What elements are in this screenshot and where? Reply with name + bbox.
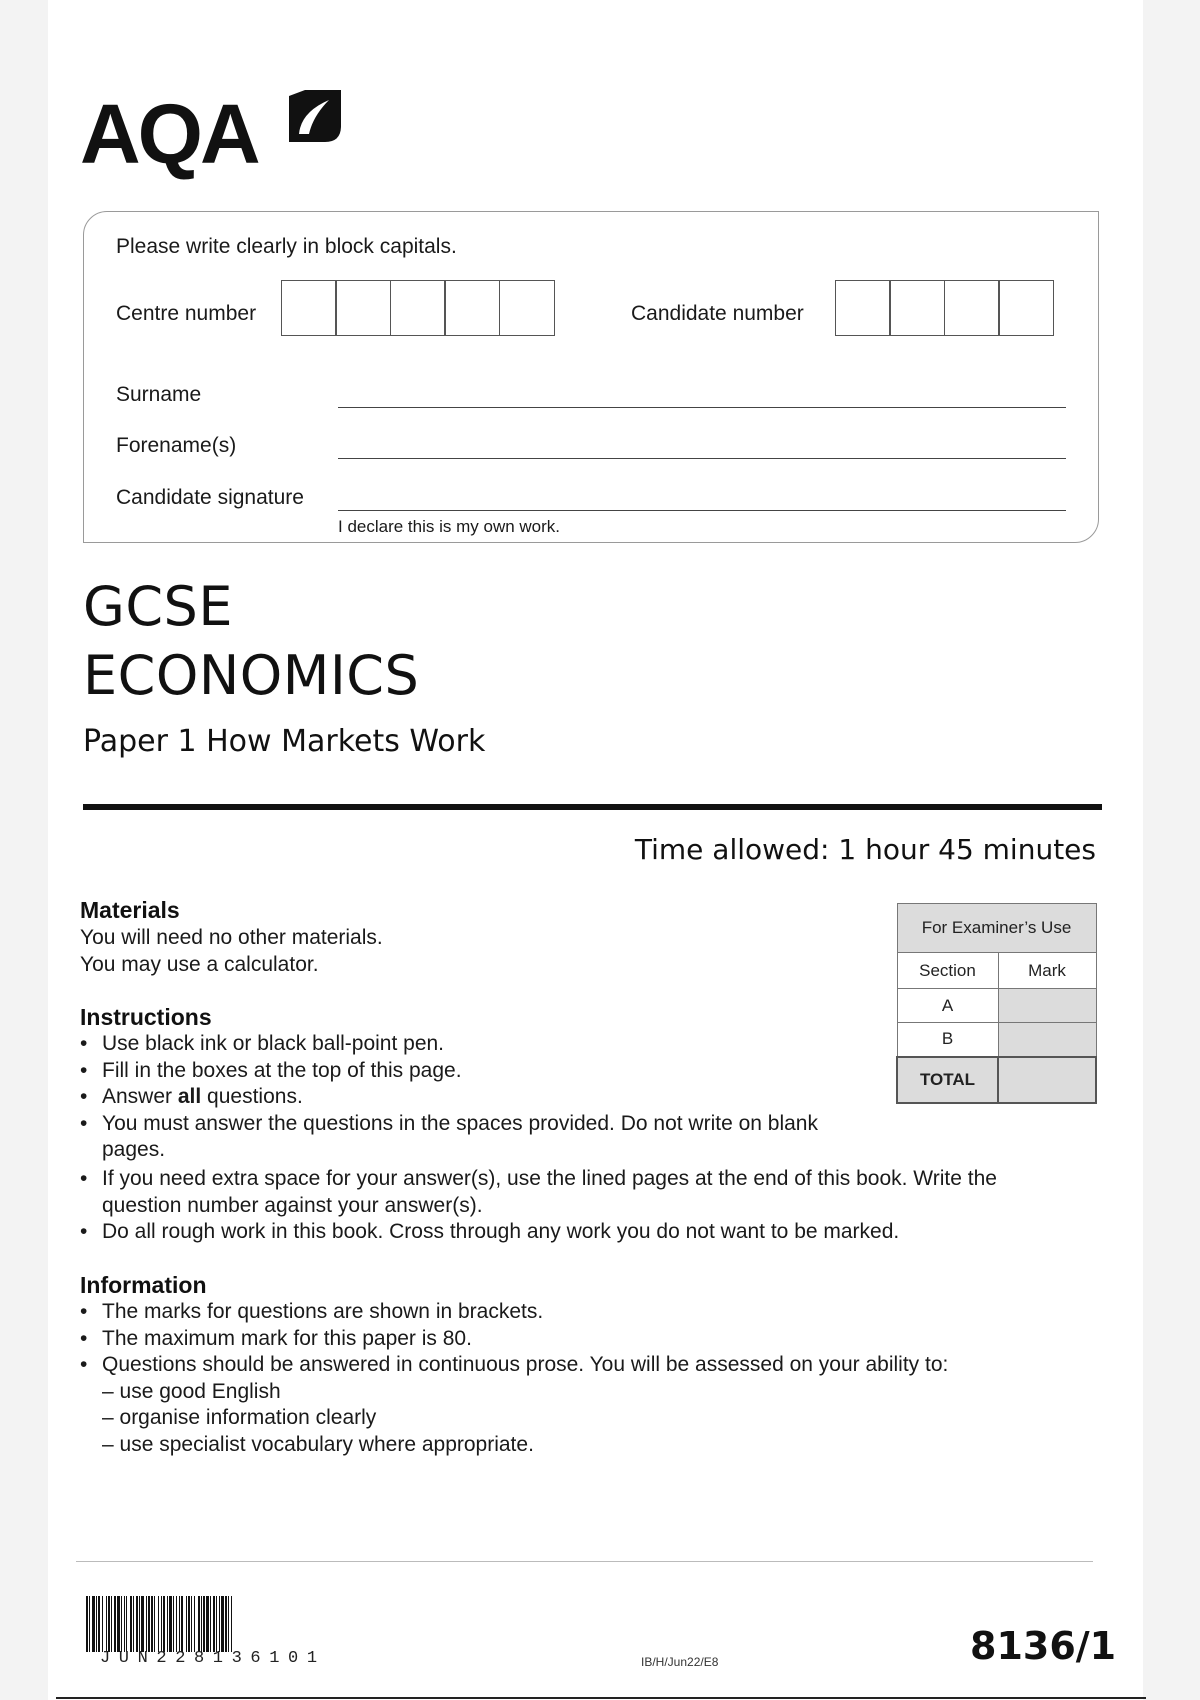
instructions-wide-section [80, 1166, 1080, 1246]
instruction-item [80, 1084, 820, 1111]
surname-label: Surname [116, 383, 202, 406]
footer-rule [76, 1561, 1093, 1562]
information-sub-item: – organise information clearly [102, 1406, 377, 1429]
centre-number-field[interactable] [282, 280, 555, 336]
materials-line: You will need no other materials. [80, 926, 383, 949]
instruction-item: • You must answer the questions in the spaces provided. Do not write on blank pages. [80, 1111, 820, 1164]
information-item: • The marks for questions are shown in brackets. [80, 1299, 1090, 1326]
materials-heading: Materials [80, 897, 180, 923]
answer-prefix: Answer [102, 1085, 178, 1108]
centre-digit-box[interactable] [444, 280, 500, 336]
section-a-label: A [897, 989, 998, 1023]
time-allowed: Time allowed: 1 hour 45 minutes [634, 833, 1096, 866]
exam-subject: ECONOMICS [83, 644, 420, 707]
paper-title: Paper 1 How Markets Work [83, 724, 486, 759]
total-mark-cell [998, 1057, 1096, 1103]
declaration-text: I declare this is my own work. [338, 517, 561, 536]
information-item: • The maximum mark for this paper is 80. [80, 1326, 1090, 1353]
section-a-mark-cell [998, 989, 1096, 1023]
barcode-digits: JUN228136101 [100, 1649, 326, 1668]
total-label: TOTAL [897, 1057, 998, 1103]
information-heading: Information [80, 1272, 207, 1298]
centre-digit-box[interactable] [281, 280, 337, 336]
logo-leaf-icon [285, 86, 345, 146]
logo-text: AQA [80, 87, 258, 181]
centre-digit-box[interactable] [335, 280, 391, 336]
mark-column-header: Mark [998, 953, 1096, 989]
instructions-section [80, 1004, 820, 1164]
candidate-digit-box[interactable] [835, 280, 891, 336]
paper-reference: IB/H/Jun22/E8 [641, 1655, 719, 1669]
instruction-item: • Use black ink or black ball-point pen. [80, 1031, 820, 1058]
answer-bold: all [177, 1085, 202, 1108]
instruction-item: • If you need extra space for your answer(s), use the lined pages at the end of this book. Write the question number against your answer(s). [80, 1166, 1080, 1219]
candidate-digit-box[interactable] [889, 280, 945, 336]
information-sub-item: – use specialist vocabulary where appropriate. [102, 1432, 534, 1456]
materials-section [80, 897, 820, 978]
information-section [80, 1272, 1090, 1458]
forename-line[interactable] [338, 458, 1066, 459]
title-rule [83, 804, 1102, 810]
candidate-digit-box[interactable] [998, 280, 1054, 336]
section-b-mark-cell [998, 1023, 1096, 1057]
section-column-header: Section [897, 953, 998, 989]
centre-number-label: Centre number [116, 302, 257, 325]
block-capitals-instruction: Please write clearly in block capitals. [116, 235, 457, 258]
candidate-details-box [83, 211, 1099, 543]
information-sub-item: – use good English [102, 1379, 281, 1403]
aqa-logo [80, 86, 340, 186]
instruction-item: • Fill in the boxes at the top of this page. [80, 1058, 820, 1085]
examiner-table-title: For Examiner’s Use [897, 904, 1096, 953]
forename-label: Forename(s) [116, 434, 237, 457]
surname-line[interactable] [338, 407, 1066, 408]
barcode [86, 1596, 470, 1652]
paper-code: 8136/1 [970, 1624, 1117, 1668]
information-item: • Questions should be answered in continuous prose. You will be assessed on your ability to: [80, 1352, 1090, 1379]
section-b-label: B [897, 1023, 998, 1057]
signature-label: Candidate signature [116, 486, 304, 509]
signature-line[interactable] [338, 510, 1066, 511]
bottom-rule [56, 1697, 1146, 1699]
instructions-heading: Instructions [80, 1004, 212, 1030]
exam-level: GCSE [83, 575, 233, 638]
candidate-number-label: Candidate number [631, 302, 804, 325]
candidate-digit-box[interactable] [944, 280, 1000, 336]
candidate-number-field[interactable] [836, 280, 1054, 336]
centre-digit-box[interactable] [499, 280, 555, 336]
materials-line: You may use a calculator. [80, 953, 319, 976]
centre-digit-box[interactable] [390, 280, 446, 336]
answer-suffix: questions. [201, 1085, 303, 1108]
instruction-item: • Do all rough work in this book. Cross through any work you do not want to be marked. [80, 1219, 1080, 1246]
examiner-use-table [896, 903, 1097, 1104]
